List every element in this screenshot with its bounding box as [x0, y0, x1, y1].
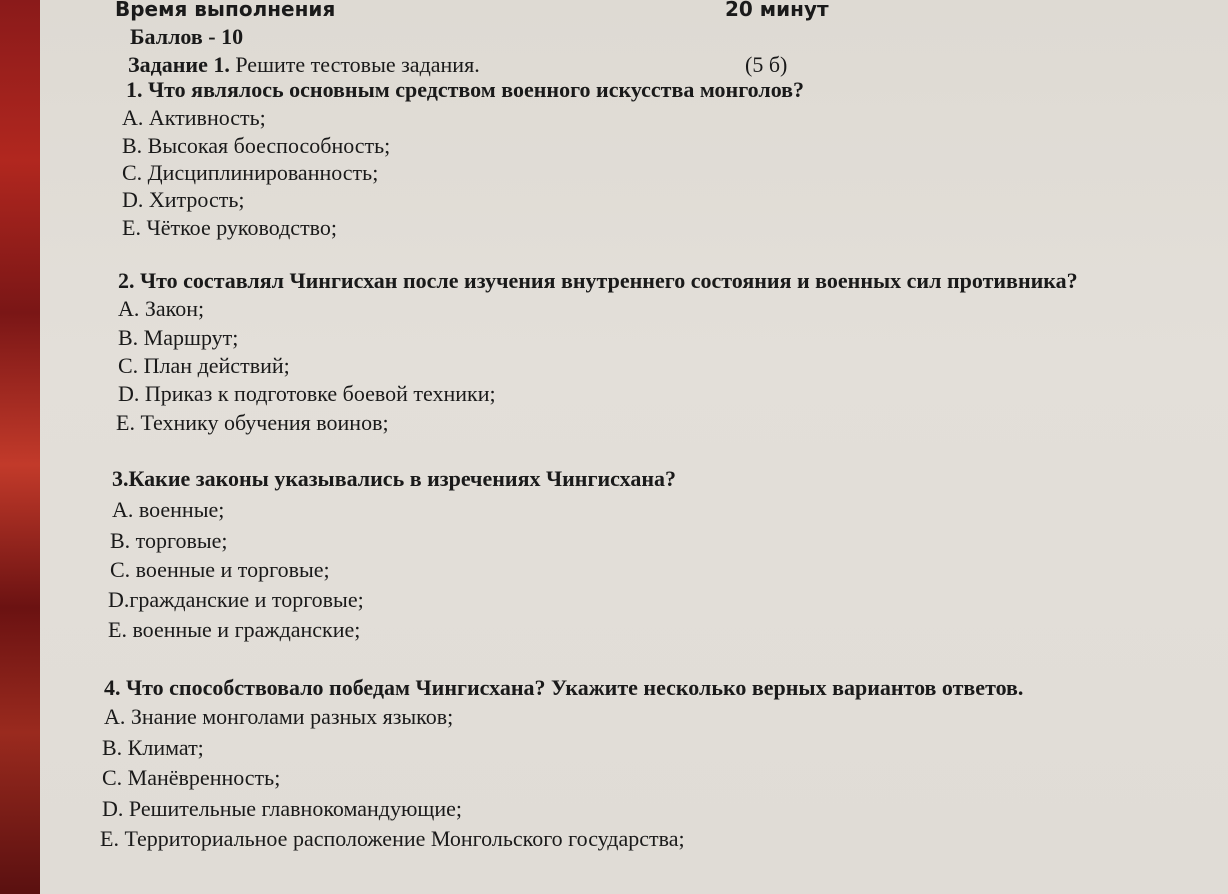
q3-option-e: E. военные и гражданские;	[108, 617, 361, 642]
q2-option-a: A. Закон;	[118, 296, 205, 321]
q4-option-a: A. Знание монголами разных языков;	[104, 704, 454, 729]
task-label: Задание 1.	[128, 52, 230, 77]
time-label: Время выполнения	[115, 0, 336, 21]
q4-option-b: B. Климат;	[102, 735, 204, 760]
question-3: 3.Какие законы указывались в изречениях Чингисхана?	[112, 466, 677, 491]
task-points: (5 б)	[745, 52, 788, 77]
q2-option-b: B. Маршрут;	[118, 325, 239, 350]
q1-option-c: C. Дисциплинированность;	[122, 160, 379, 185]
q2-option-d: D. Приказ к подготовке боевой техники;	[118, 381, 496, 406]
q1-option-d: D. Хитрость;	[122, 187, 245, 212]
q4-option-e: E. Территориальное расположение Монгольского государства;	[100, 826, 685, 851]
background-object-edge	[0, 0, 40, 894]
q2-option-e: E. Технику обучения воинов;	[116, 410, 389, 435]
task-heading	[128, 52, 480, 78]
q1-option-e: E. Чёткое руководство;	[122, 215, 338, 240]
q2-option-c: C. План действий;	[118, 353, 290, 378]
q1-option-b: B. Высокая боеспособность;	[122, 133, 391, 158]
q4-option-c: C. Манёвренность;	[102, 765, 281, 790]
q3-option-a: A. военные;	[112, 497, 225, 522]
q3-option-c: C. военные и торговые;	[110, 557, 330, 582]
question-2: 2. Что составлял Чингисхан после изучения внутреннего состояния и военных сил противника?	[118, 268, 1078, 293]
question-4: 4. Что способствовало победам Чингисхана? Укажите несколько верных вариантов ответов.	[104, 675, 1024, 700]
q3-option-d: D.гражданские и торговые;	[108, 587, 364, 612]
q4-option-d: D. Решительные главнокомандующие;	[102, 796, 463, 821]
q1-option-a: A. Активность;	[122, 105, 266, 130]
time-value: 20 минут	[725, 0, 829, 21]
question-1: 1. Что являлось основным средством военного искусства монголов?	[126, 77, 805, 102]
q3-option-b: B. торговые;	[110, 528, 228, 553]
task-text: Решите тестовые задания.	[235, 52, 480, 77]
points-label: Баллов - 10	[130, 24, 244, 49]
